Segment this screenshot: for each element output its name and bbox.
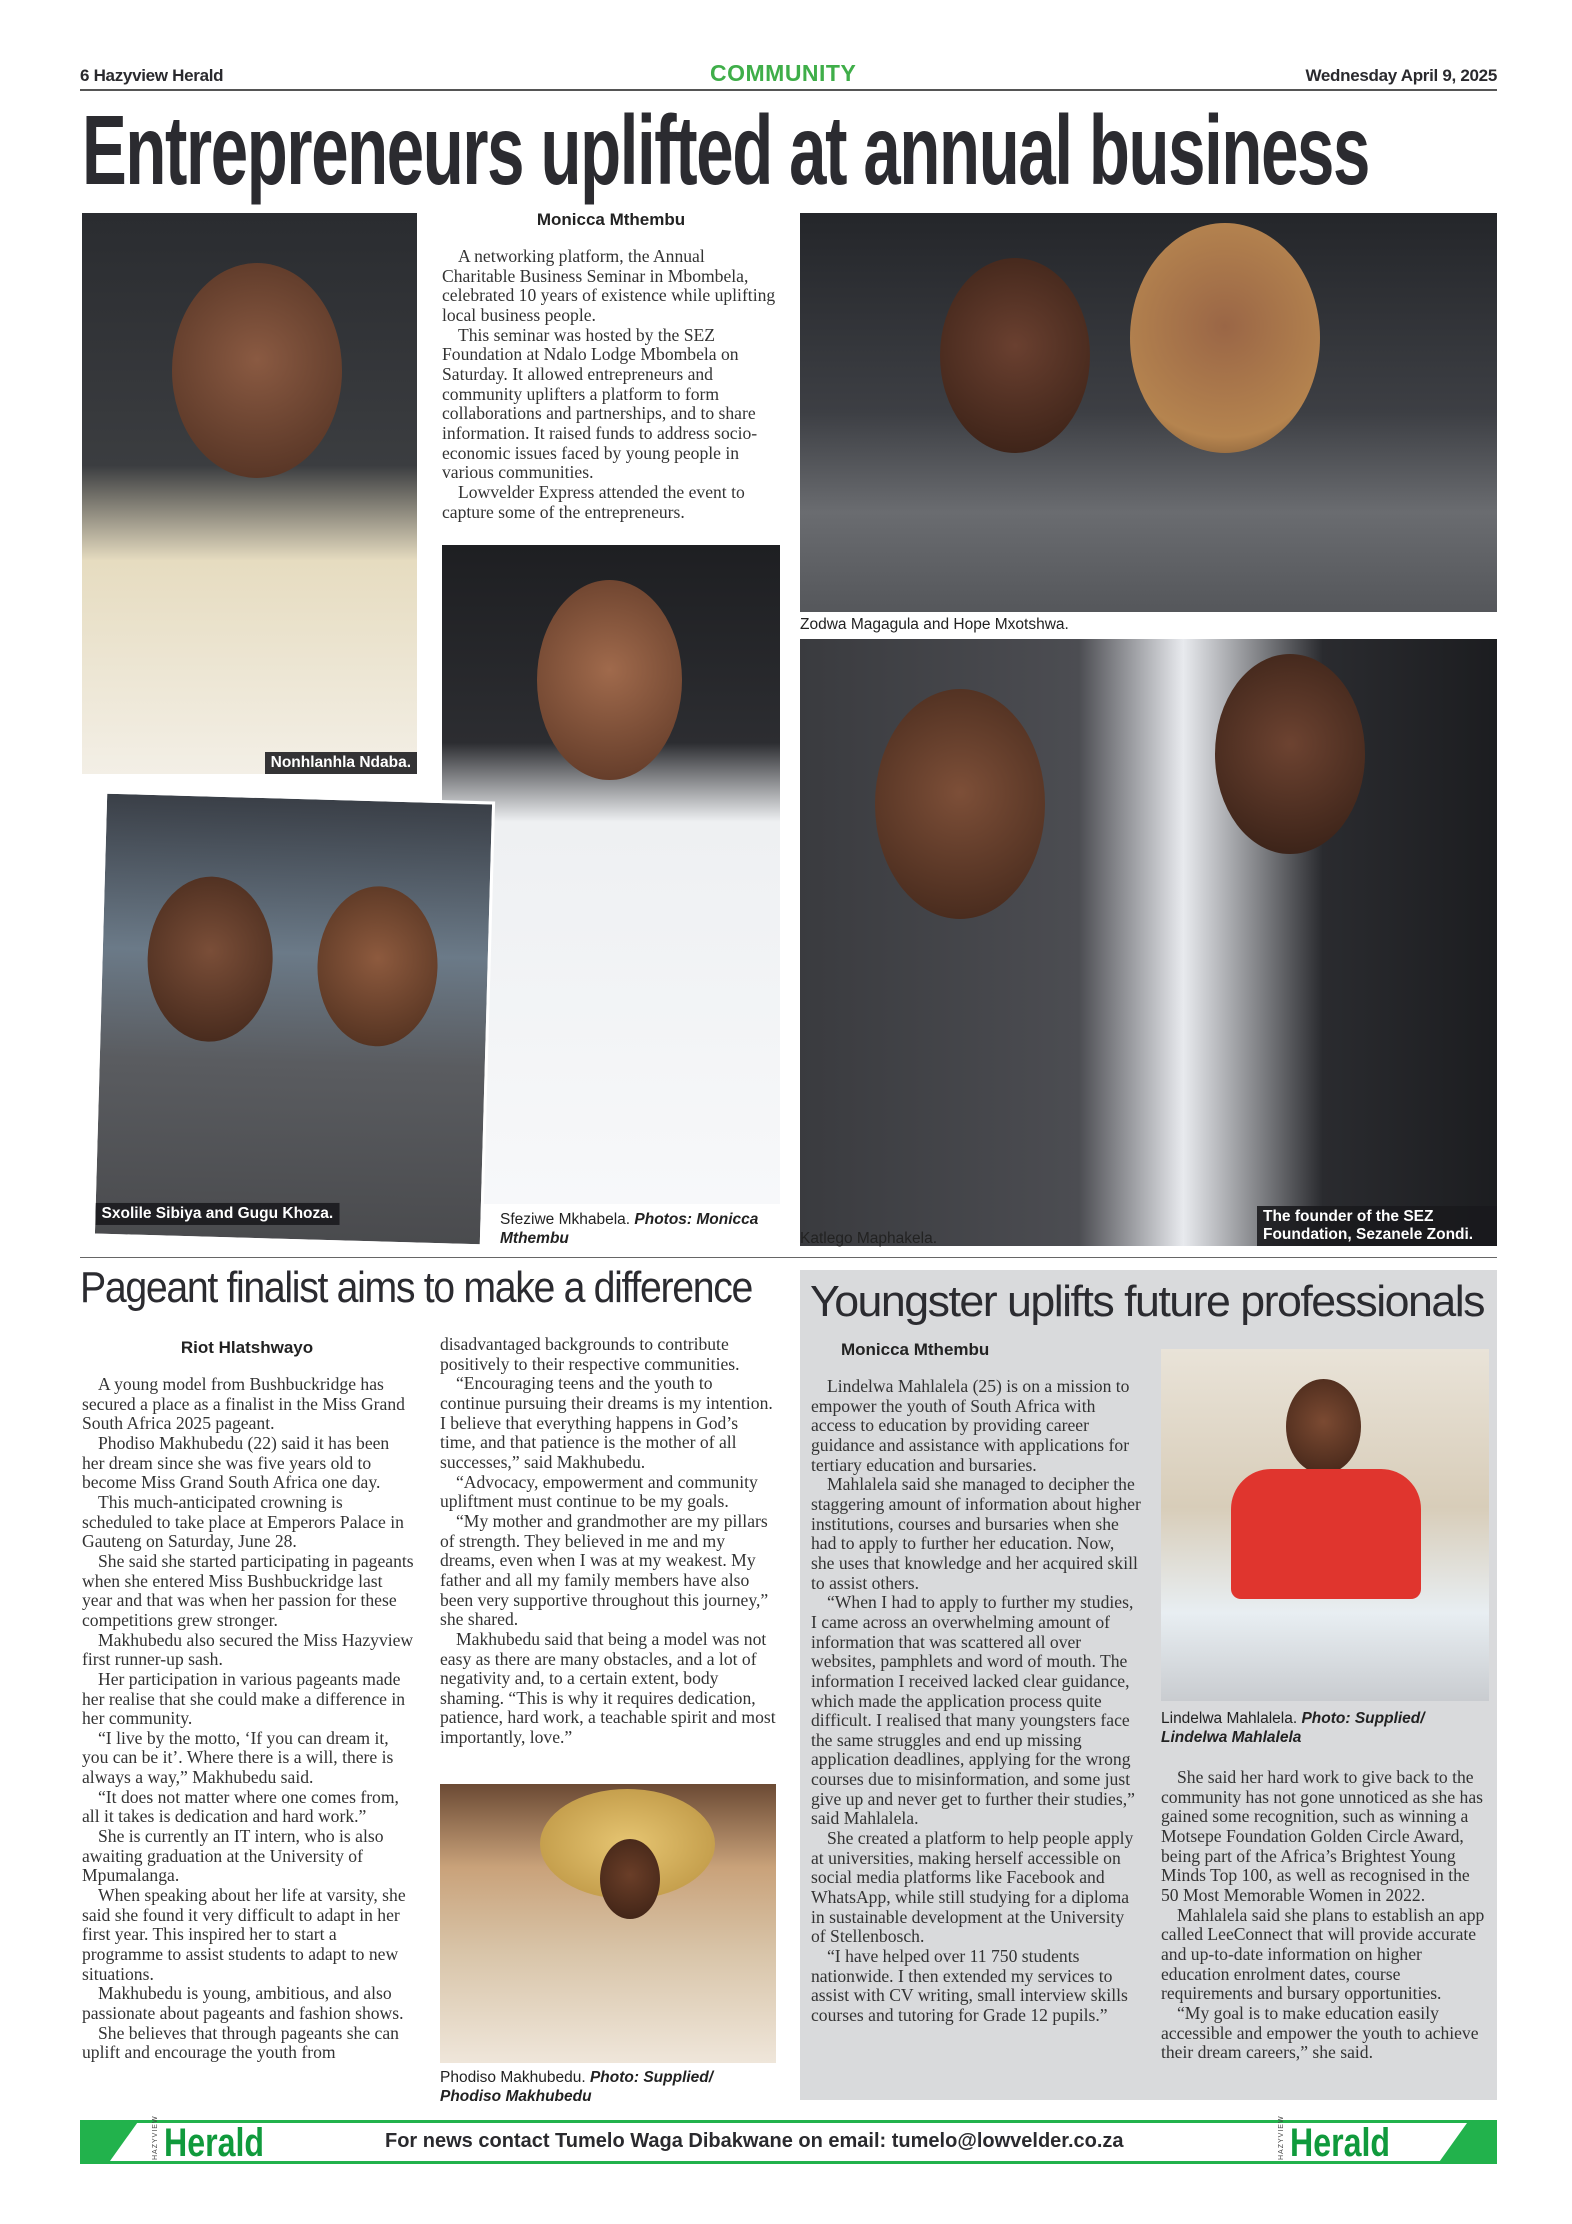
youngster-byline: Monicca Mthembu — [841, 1340, 990, 1359]
pageant-headline-wrap — [80, 1263, 833, 1313]
caption-lindelwa-credit: Photo: Supplied/ Lindelwa Mahlalela — [1161, 1710, 1425, 1746]
footer-logo-right-small: HAZYVIEW — [1278, 2115, 1285, 2160]
caption-sfeziwe-credit: Photos: Monicca Mthembu — [500, 1211, 759, 1247]
photo-phodiso-makhubedu — [440, 1784, 776, 2063]
paragraph: Phodiso Makhubedu (22) said it has been her dream since she was five years old to become Miss Grand South Africa one day. — [82, 1432, 390, 1493]
photo-katlego-founder — [800, 639, 1497, 1246]
paragraph: “My mother and grandmother are my pillars of strength. They believed in me and my dreams, even when I was at my weakest. My father and all my family members have also been very supportive throughout this journey,” she shared. — [440, 1510, 769, 1630]
caption-sfeziwe — [500, 1210, 785, 1248]
paragraph: A young model from Bushbuckridge has secured a place as a finalist in the Miss Grand South Africa 2025 pageant. — [82, 1374, 405, 1434]
pageant-headline: Pageant finalist aims to make a difference — [80, 1263, 752, 1312]
caption-sxolile: Sxolile Sibiya and Gugu Khoza. — [96, 1203, 340, 1225]
paragraph: “Encouraging teens and the youth to continue pursuing their dreams is my intention. I believe that everything happens in God’s time, and that patience is the mother of all successes,” said Makhubedu. — [440, 1373, 773, 1472]
footer-logo-left-text: Herald — [164, 2121, 264, 2165]
pageant-byline: Riot Hlatshwayo — [180, 1338, 314, 1357]
lead-article-body — [442, 247, 780, 522]
footer-logo-left — [152, 2115, 289, 2165]
youngster-column-2 — [1161, 1768, 1491, 2063]
issue-date: Wednesday April 9, 2025 — [1305, 66, 1497, 85]
paragraph: “Advocacy, empowerment and community upliftment must continue to be my goals. — [440, 1471, 758, 1512]
caption-phodiso-name: Phodiso Makhubedu. — [440, 2069, 586, 2086]
caption-lindelwa-name: Lindelwa Mahlalela. — [1161, 1710, 1298, 1727]
header-rule — [80, 89, 1497, 91]
paragraph: She is currently an IT intern, who is also awaiting graduation at the University of Mpumalanga. — [82, 1826, 384, 1886]
paragraph: When speaking about her life at varsity, she said she found it very difficult to adapt in her first year. This inspired her to start a programme to assist students to adapt to new situations. — [82, 1885, 406, 1984]
paragraph: Makhubedu said that being a model was not easy as there are many obstacles, and a lot of negativity and, to a certain extent, body shaming. “This is why it requires dedication, patience, hard work, a teachable spirit and most importantly, love.” — [440, 1628, 776, 1748]
footer-contact: For news contact Tumelo Waga Dibakwane on email: tumelo@lowvelder.co.za — [385, 2130, 1124, 2152]
page-label: 6 Hazyview Herald — [80, 66, 224, 85]
paragraph: disadvantaged backgrounds to contribute positively to their respective communities. — [440, 1334, 740, 1374]
paragraph: “I live by the motto, ‘If you can dream it, you can be it’. Where there is a will, there is always a way,” Makhubedu said. — [82, 1727, 394, 1788]
paragraph: She believes that through pageants she can uplift and encourage the youth from — [82, 2022, 399, 2063]
caption-nonhlanhla: Nonhlanhla Ndaba. — [265, 752, 417, 774]
paragraph: This seminar was hosted by the SEZ Foundation at Ndalo Lodge Mbombela on Saturday. It allowed entrepreneurs and community uplifters a platform to form collaborations and partnerships, and to share information. It raised funds to address socio-economic issues faced by young people in various communities. — [442, 324, 758, 483]
lead-byline: Monicca Mthembu — [536, 210, 686, 229]
paragraph: She said her hard work to give back to the community has not gone unnoticed as she has gained some recognition, such as winning a Motsepe Foundation Golden Circle Award, being part of the Africa’s Brightest Young Minds Top 100, as well as recognised in the 50 Most Memorable Women in 2022. — [1161, 1767, 1484, 1905]
paragraph: Lindelwa Mahlalela (25) is on a mission to empower the youth of South Africa with access to education by providing career guidance and assistance with applications for tertiary education and bursaries. — [811, 1376, 1130, 1475]
caption-founder: The founder of the SEZ Foundation, Sezanele Zondi. — [1257, 1206, 1497, 1246]
paragraph: This much-anticipated crowning is scheduled to take place at Emperors Palace in Gauteng on Saturday, June 28. — [82, 1491, 404, 1552]
caption-lindelwa — [1161, 1709, 1491, 1747]
caption-katlego: Katlego Maphakela. — [800, 1230, 938, 1247]
lead-headline-wrap — [82, 94, 1572, 207]
youngster-column-1 — [811, 1377, 1141, 2026]
paragraph: “When I had to apply to further my studies, I came across an overwhelming amount of information that was scattered all over websites, pamphlets and word of mouth. The information I received lacked clear guidance, which made the application process quite difficult. I realised that many youngsters face the same struggles and end up missing application deadlines, applying for the wrong courses due to misinformation, and some just give up and never get to further their studies,” said Mahlalela. — [811, 1592, 1135, 1829]
paragraph: Her participation in various pageants made her realise that she could make a difference in her community. — [82, 1668, 406, 1729]
paragraph: A networking platform, the Annual Charitable Business Seminar in Mbombela, celebrated 10 years of existence while uplifting local business people. — [442, 246, 776, 325]
footer-bar — [80, 2115, 1497, 2165]
paragraph: Makhubedu also secured the Miss Hazyview first runner-up sash. — [82, 1629, 414, 1670]
paragraph: She said she started participating in pageants when she entered Miss Bushbuckridge last year and that was when her passion for these competitions grew stronger. — [82, 1550, 414, 1630]
youngster-headline: Youngster uplifts future professionals — [810, 1277, 1484, 1326]
caption-sfeziwe-name: Sfeziwe Mkhabela. — [500, 1211, 631, 1228]
lead-headline: Entrepreneurs uplifted at annual business — [82, 95, 1369, 205]
caption-phodiso — [440, 2068, 776, 2106]
section-divider — [80, 1257, 1497, 1258]
paragraph: Makhubedu is young, ambitious, and also passionate about pageants and fashion shows. — [82, 1983, 404, 2023]
paragraph: Mahlalela said she plans to establish an app called LeeConnect that will provide accurate and up-to-date information on higher education enrolment dates, course requirements and bursary opportunities. — [1161, 1904, 1485, 2004]
pageant-column-1 — [82, 1375, 414, 2063]
footer-logo-right — [1278, 2115, 1415, 2165]
photo-lindelwa-mahlalela — [1161, 1349, 1489, 1701]
caption-phodiso-credit: Photo: Supplied/ Phodiso Makhubedu — [440, 2069, 714, 2105]
paragraph: She created a platform to help people apply at universities, making herself accessible on social media platforms like Facebook and WhatsApp, while still studying for a diploma in sustainable development at the University of Stellenbosch. — [811, 1828, 1134, 1947]
footer-logo-right-text: Herald — [1290, 2121, 1390, 2165]
photo-zodwa-hope — [800, 213, 1497, 612]
paragraph: “It does not matter where one comes from, all it takes is dedication and hard work.” — [82, 1786, 399, 1827]
paragraph: Lowvelder Express attended the event to capture some of the entrepreneurs. — [442, 481, 745, 522]
paragraph: Mahlalela said she managed to decipher the staggering amount of information about higher institutions, courses and bursaries when she had to apply to further her education. Now, she uses that knowledge and her acquired skill to assist others. — [811, 1474, 1141, 1593]
footer-logo-left-small: HAZYVIEW — [152, 2115, 159, 2160]
photo-sxolile-gugu — [92, 791, 495, 1248]
section-label: COMMUNITY — [710, 60, 857, 86]
photo-nonhlanhla-ndaba — [82, 213, 417, 774]
paragraph: “My goal is to make education easily accessible and empower the youth to achieve their dream careers,” she said. — [1161, 2002, 1479, 2063]
paragraph: “I have helped over 11 750 students nationwide. I then extended my services to assist with CV writing, small interview skills courses and tutoring for Grade 12 pupils.” — [811, 1946, 1128, 2025]
caption-zodwa: Zodwa Magagula and Hope Mxotshwa. — [800, 616, 1069, 633]
youngster-headline-wrap — [810, 1277, 1484, 1327]
pageant-column-2 — [440, 1335, 776, 1748]
